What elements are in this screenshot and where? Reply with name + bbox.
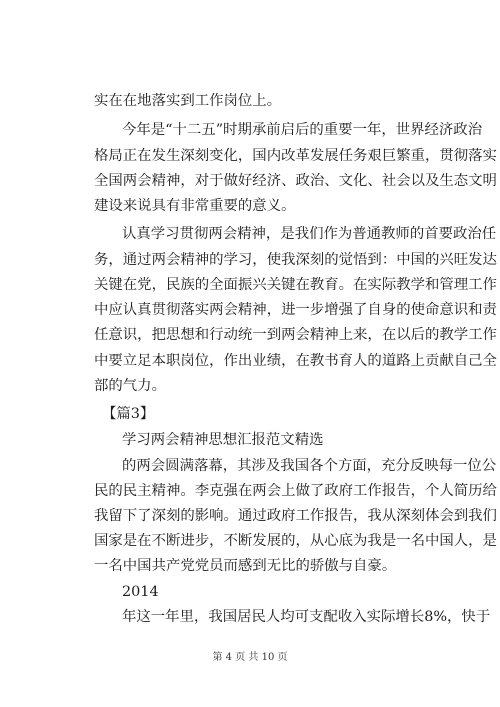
paragraph-line: 今年是“十二五”时期承前启后的重要一年，世界经济政治 [122, 122, 483, 138]
paragraph-line: 实在在地落实到工作岗位上。 [94, 93, 282, 109]
paragraph-line: 格局正在发生深刻变化，国内改革发展任务艰巨繁重，贯彻落实 [94, 148, 497, 164]
paragraph-line: 一名中国共产党党员而感到无比的骄傲与自豪。 [94, 558, 397, 574]
paragraph-line: 务，通过两会精神的学习，使我深刻的觉悟到：中国的兴旺发达 [94, 252, 497, 268]
paragraph-line: 民的民主精神。李克强在两会上做了政府工作报告，个人简历给 [94, 483, 497, 499]
paragraph-line: 的两会圆满落幕，其涉及我国各个方面，充分反映每一位公 [122, 458, 497, 474]
paragraph-line: 建设来说具有非常重要的意义。 [94, 198, 296, 214]
paragraph-line: 中要立足本职岗位，作出业绩，在教书育人的道路上贡献自己全 [94, 353, 497, 369]
paragraph-line: 认真学习贯彻两会精神，是我们作为普通教师的首要政治任 [122, 226, 497, 242]
page-number-footer: 第 4 页 共 10 页 [212, 652, 288, 663]
year-line: 2014 [122, 584, 159, 600]
paragraph-line: 部的气力。 [94, 378, 166, 394]
paragraph-line: 我留下了深刻的影响。通过政府工作报告，我从深刻体会到我们 [94, 508, 497, 524]
paragraph-line: 关键在党，民族的全面振兴关键在教育。在实际教学和管理工作 [94, 277, 497, 293]
article-title: 学习两会精神思想汇报范文精选 [122, 432, 324, 448]
paragraph-line: 中应认真贯彻落实两会精神，进一步增强了自身的使命意识和责 [94, 302, 497, 318]
paragraph-line: 国家是在不断进步，不断发展的，从心底为我是一名中国人，是 [94, 533, 497, 549]
paragraph-line: 年这一年里，我国居民人均可支配收入实际增长8%，快于 [122, 609, 491, 625]
paragraph-line: 任意识，把思想和行动统一到两会精神上来，在以后的教学工作 [94, 327, 497, 343]
section-heading: 【篇3】 [102, 406, 155, 422]
paragraph-line: 全国两会精神，对于做好经济、政治、文化、社会以及生态文明 [94, 173, 497, 189]
